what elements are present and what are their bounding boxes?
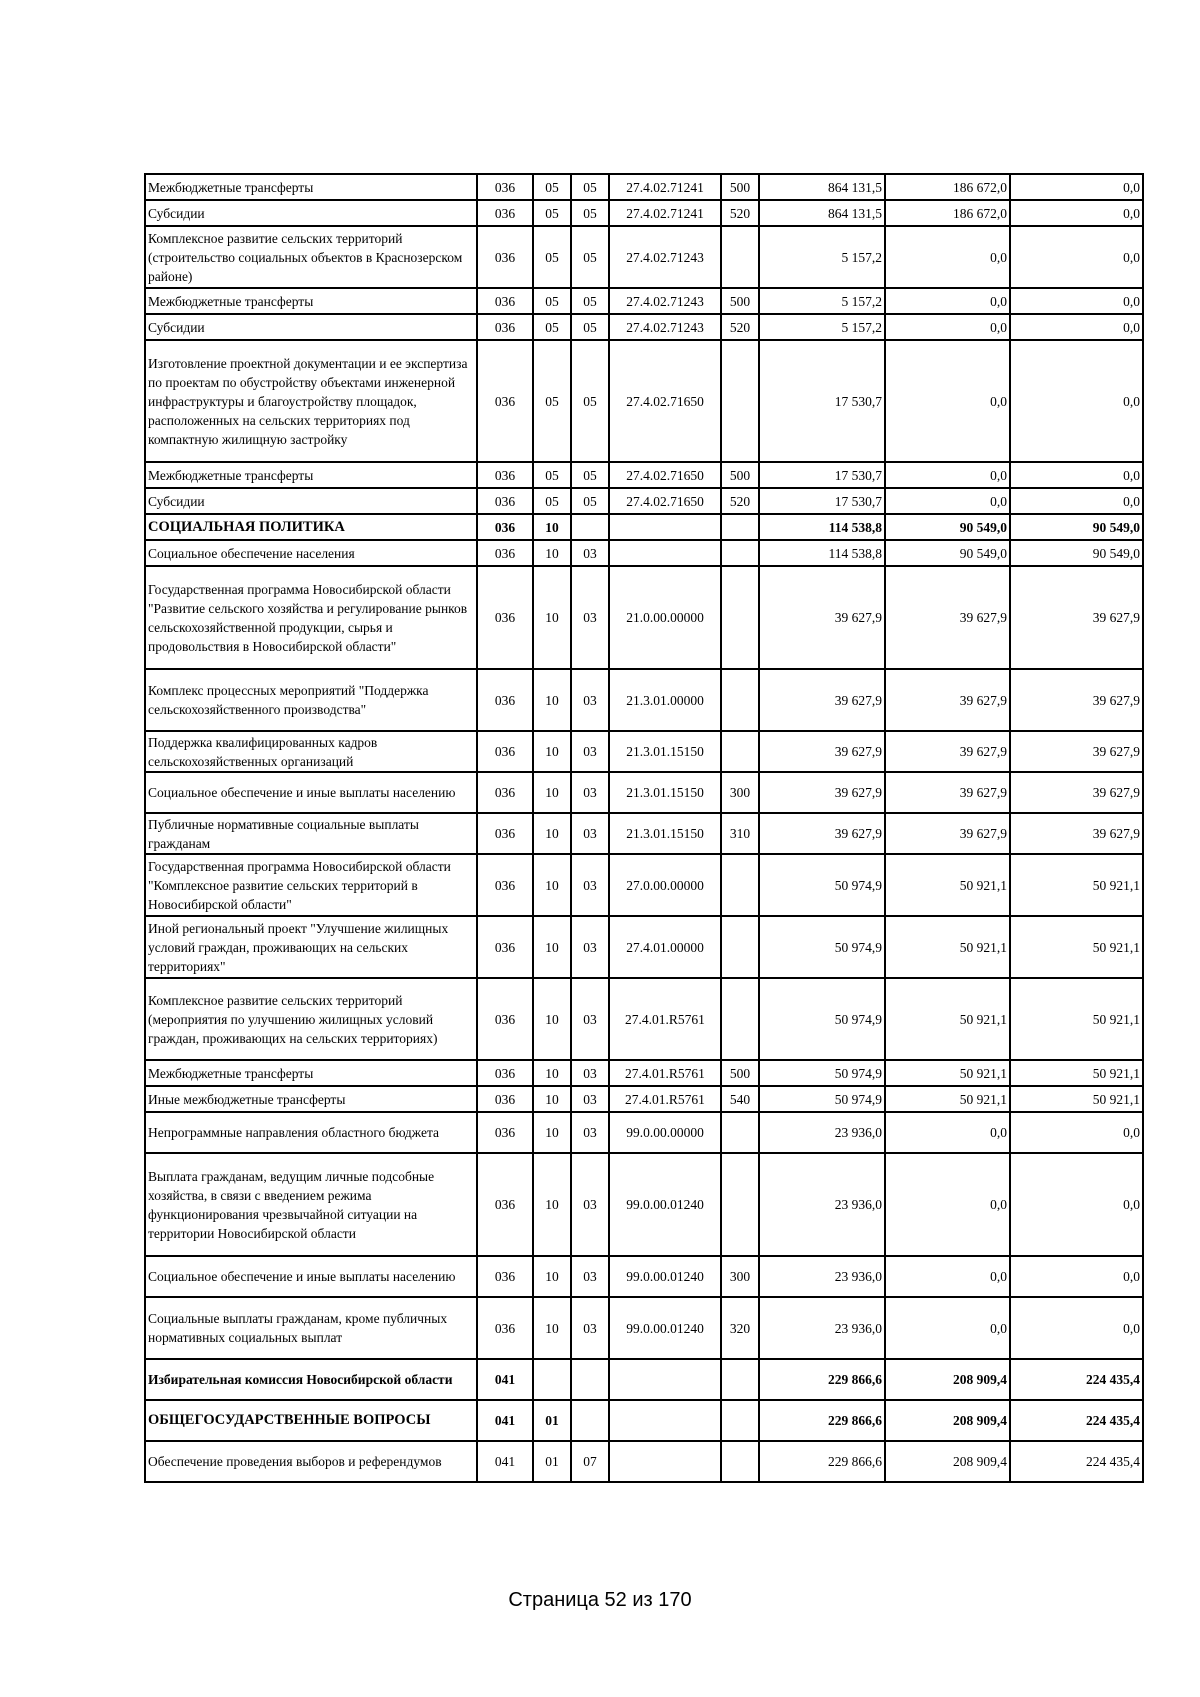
cell-subsection-code: 03: [571, 1256, 609, 1297]
cell-amount-year-1: 229 866,6: [759, 1359, 885, 1400]
cell-name: Социальное обеспечение и иные выплаты населению: [145, 772, 477, 813]
cell-amount-year-1: 50 974,9: [759, 854, 885, 916]
cell-section-code: 05: [533, 340, 571, 462]
cell-ved-code: 036: [477, 514, 533, 540]
cell-target-article: [609, 540, 721, 566]
cell-ved-code: 036: [477, 200, 533, 226]
cell-expense-type: [721, 669, 759, 731]
cell-amount-year-2: 50 921,1: [885, 854, 1010, 916]
table-row: [145, 488, 1143, 514]
cell-amount-year-3: 224 435,4: [1010, 1441, 1143, 1482]
cell-subsection-code: 03: [571, 1297, 609, 1359]
cell-amount-year-3: 90 549,0: [1010, 540, 1143, 566]
cell-amount-year-2: 39 627,9: [885, 669, 1010, 731]
cell-target-article: 21.0.00.00000: [609, 566, 721, 669]
cell-subsection-code: 05: [571, 488, 609, 514]
cell-section-code: 10: [533, 1297, 571, 1359]
cell-section-code: 05: [533, 462, 571, 488]
cell-expense-type: [721, 566, 759, 669]
cell-amount-year-3: 0,0: [1010, 1297, 1143, 1359]
table-row: [145, 772, 1143, 813]
cell-amount-year-3: 0,0: [1010, 1153, 1143, 1256]
cell-name: Публичные нормативные социальные выплаты гражданам: [145, 813, 477, 854]
cell-expense-type: [721, 1112, 759, 1153]
cell-expense-type: 520: [721, 200, 759, 226]
cell-expense-type: [721, 540, 759, 566]
cell-amount-year-3: 50 921,1: [1010, 854, 1143, 916]
cell-expense-type: [721, 854, 759, 916]
cell-ved-code: 036: [477, 174, 533, 200]
table-row: [145, 1400, 1143, 1441]
cell-amount-year-3: 0,0: [1010, 488, 1143, 514]
cell-amount-year-1: 39 627,9: [759, 813, 885, 854]
cell-amount-year-2: 0,0: [885, 288, 1010, 314]
cell-expense-type: [721, 226, 759, 288]
cell-section-code: 05: [533, 226, 571, 288]
cell-target-article: 99.0.00.01240: [609, 1153, 721, 1256]
cell-ved-code: 036: [477, 1060, 533, 1086]
cell-name: Комплексное развитие сельских территорий (мероприятия по улучшению жилищных условий граждан, проживающих на сельских территориях): [145, 978, 477, 1060]
table-row: [145, 1256, 1143, 1297]
cell-amount-year-3: 224 435,4: [1010, 1400, 1143, 1441]
cell-ved-code: 041: [477, 1441, 533, 1482]
cell-amount-year-1: 864 131,5: [759, 174, 885, 200]
cell-amount-year-1: 23 936,0: [759, 1153, 885, 1256]
cell-target-article: 27.4.02.71650: [609, 340, 721, 462]
cell-target-article: 27.4.01.00000: [609, 916, 721, 978]
cell-amount-year-2: 0,0: [885, 314, 1010, 340]
cell-expense-type: [721, 916, 759, 978]
cell-subsection-code: 03: [571, 540, 609, 566]
table-row: [145, 288, 1143, 314]
cell-amount-year-2: 90 549,0: [885, 514, 1010, 540]
cell-ved-code: 036: [477, 813, 533, 854]
cell-amount-year-2: 50 921,1: [885, 1086, 1010, 1112]
cell-name: Изготовление проектной документации и ее экспертиза по проектам по обустройству объектами инженерной инфраструктуры и благоустройству площадок, расположенных на сельских территориях под компактную жилищную застройку: [145, 340, 477, 462]
cell-subsection-code: 03: [571, 772, 609, 813]
cell-subsection-code: [571, 1359, 609, 1400]
cell-name: Социальные выплаты гражданам, кроме публичных нормативных социальных выплат: [145, 1297, 477, 1359]
cell-subsection-code: 03: [571, 669, 609, 731]
cell-subsection-code: 03: [571, 566, 609, 669]
cell-ved-code: 036: [477, 1297, 533, 1359]
cell-subsection-code: 03: [571, 731, 609, 772]
cell-expense-type: [721, 340, 759, 462]
cell-amount-year-1: 39 627,9: [759, 772, 885, 813]
cell-expense-type: 320: [721, 1297, 759, 1359]
cell-ved-code: 036: [477, 916, 533, 978]
cell-subsection-code: 05: [571, 226, 609, 288]
cell-amount-year-1: 23 936,0: [759, 1297, 885, 1359]
cell-target-article: [609, 1400, 721, 1441]
cell-name: Межбюджетные трансферты: [145, 174, 477, 200]
cell-amount-year-1: 114 538,8: [759, 514, 885, 540]
cell-section-code: 05: [533, 288, 571, 314]
cell-amount-year-2: 90 549,0: [885, 540, 1010, 566]
cell-amount-year-1: 864 131,5: [759, 200, 885, 226]
cell-expense-type: 540: [721, 1086, 759, 1112]
cell-amount-year-2: 50 921,1: [885, 916, 1010, 978]
cell-section-code: 10: [533, 731, 571, 772]
cell-amount-year-3: 50 921,1: [1010, 916, 1143, 978]
cell-expense-type: [721, 1441, 759, 1482]
cell-ved-code: 036: [477, 1256, 533, 1297]
table-row: [145, 226, 1143, 288]
cell-amount-year-2: 0,0: [885, 1153, 1010, 1256]
cell-name: Поддержка квалифицированных кадров сельскохозяйственных организаций: [145, 731, 477, 772]
table-row: [145, 1441, 1143, 1482]
cell-name: Государственная программа Новосибирской области "Комплексное развитие сельских территорий в Новосибирской области": [145, 854, 477, 916]
cell-subsection-code: 05: [571, 174, 609, 200]
cell-section-code: 01: [533, 1400, 571, 1441]
cell-amount-year-3: 224 435,4: [1010, 1359, 1143, 1400]
cell-target-article: 27.4.02.71243: [609, 226, 721, 288]
cell-ved-code: 036: [477, 772, 533, 813]
cell-amount-year-1: 5 157,2: [759, 288, 885, 314]
cell-amount-year-1: 39 627,9: [759, 669, 885, 731]
cell-amount-year-1: 229 866,6: [759, 1400, 885, 1441]
cell-name: Субсидии: [145, 488, 477, 514]
cell-amount-year-3: 0,0: [1010, 226, 1143, 288]
cell-amount-year-1: 39 627,9: [759, 731, 885, 772]
cell-section-code: 10: [533, 854, 571, 916]
cell-subsection-code: 03: [571, 813, 609, 854]
page-number: Страница 52 из 170: [508, 1589, 692, 1611]
cell-ved-code: 036: [477, 566, 533, 669]
cell-target-article: 21.3.01.15150: [609, 813, 721, 854]
table-row: [145, 813, 1143, 854]
cell-name: Комплекс процессных мероприятий "Поддержка сельскохозяйственного производства": [145, 669, 477, 731]
cell-name: Комплексное развитие сельских территорий (строительство социальных объектов в Краснозерском районе): [145, 226, 477, 288]
cell-section-code: 10: [533, 566, 571, 669]
cell-amount-year-3: 90 549,0: [1010, 514, 1143, 540]
cell-amount-year-3: 0,0: [1010, 288, 1143, 314]
cell-subsection-code: 05: [571, 340, 609, 462]
table-row: [145, 340, 1143, 462]
table-row: [145, 1086, 1143, 1112]
cell-amount-year-3: 39 627,9: [1010, 669, 1143, 731]
cell-ved-code: 036: [477, 226, 533, 288]
cell-subsection-code: [571, 514, 609, 540]
cell-subsection-code: 07: [571, 1441, 609, 1482]
cell-name: Межбюджетные трансферты: [145, 462, 477, 488]
cell-section-code: 10: [533, 1112, 571, 1153]
cell-ved-code: 036: [477, 288, 533, 314]
cell-subsection-code: 03: [571, 978, 609, 1060]
cell-subsection-code: 03: [571, 854, 609, 916]
cell-amount-year-2: 39 627,9: [885, 566, 1010, 669]
cell-target-article: 21.3.01.00000: [609, 669, 721, 731]
cell-amount-year-2: 0,0: [885, 488, 1010, 514]
cell-subsection-code: 03: [571, 1086, 609, 1112]
cell-target-article: 99.0.00.01240: [609, 1297, 721, 1359]
cell-target-article: 27.4.01.R5761: [609, 1060, 721, 1086]
cell-amount-year-2: 186 672,0: [885, 200, 1010, 226]
cell-amount-year-1: 39 627,9: [759, 566, 885, 669]
cell-amount-year-1: 17 530,7: [759, 340, 885, 462]
cell-subsection-code: 03: [571, 916, 609, 978]
cell-amount-year-3: 0,0: [1010, 340, 1143, 462]
table-row: [145, 1359, 1143, 1400]
cell-target-article: 27.4.02.71650: [609, 462, 721, 488]
cell-ved-code: 036: [477, 340, 533, 462]
cell-amount-year-3: 0,0: [1010, 200, 1143, 226]
cell-expense-type: [721, 1153, 759, 1256]
cell-amount-year-2: 208 909,4: [885, 1359, 1010, 1400]
cell-target-article: 27.4.02.71241: [609, 200, 721, 226]
cell-amount-year-2: 0,0: [885, 340, 1010, 462]
budget-table: [144, 173, 1144, 1483]
table-row: [145, 916, 1143, 978]
cell-name: Избирательная комиссия Новосибирской области: [145, 1359, 477, 1400]
cell-target-article: 27.4.02.71243: [609, 288, 721, 314]
cell-expense-type: [721, 1400, 759, 1441]
cell-amount-year-1: 17 530,7: [759, 488, 885, 514]
table-row: [145, 540, 1143, 566]
cell-amount-year-2: 39 627,9: [885, 772, 1010, 813]
cell-name: Государственная программа Новосибирской области "Развитие сельского хозяйства и регулирование рынков сельскохозяйственной продукции, сырья и продовольствия в Новосибирской области": [145, 566, 477, 669]
table-row: [145, 566, 1143, 669]
table-row: [145, 731, 1143, 772]
cell-amount-year-2: 0,0: [885, 1112, 1010, 1153]
cell-target-article: 27.4.02.71243: [609, 314, 721, 340]
cell-ved-code: 036: [477, 1153, 533, 1256]
cell-amount-year-1: 5 157,2: [759, 314, 885, 340]
cell-amount-year-1: 23 936,0: [759, 1256, 885, 1297]
cell-expense-type: 500: [721, 174, 759, 200]
table-row: [145, 314, 1143, 340]
cell-section-code: 01: [533, 1441, 571, 1482]
cell-target-article: 21.3.01.15150: [609, 772, 721, 813]
cell-subsection-code: 05: [571, 462, 609, 488]
cell-amount-year-3: 39 627,9: [1010, 813, 1143, 854]
cell-section-code: 10: [533, 514, 571, 540]
cell-ved-code: 041: [477, 1400, 533, 1441]
cell-expense-type: [721, 1359, 759, 1400]
cell-amount-year-1: 50 974,9: [759, 916, 885, 978]
cell-section-code: 10: [533, 1153, 571, 1256]
cell-target-article: [609, 514, 721, 540]
cell-amount-year-2: 0,0: [885, 462, 1010, 488]
cell-amount-year-3: 0,0: [1010, 462, 1143, 488]
cell-expense-type: 500: [721, 1060, 759, 1086]
cell-section-code: 10: [533, 916, 571, 978]
cell-ved-code: 036: [477, 669, 533, 731]
cell-amount-year-2: 50 921,1: [885, 1060, 1010, 1086]
cell-amount-year-3: 0,0: [1010, 1256, 1143, 1297]
cell-name: ОБЩЕГОСУДАРСТВЕННЫЕ ВОПРОСЫ: [145, 1400, 477, 1441]
cell-section-code: 10: [533, 772, 571, 813]
cell-subsection-code: 05: [571, 200, 609, 226]
cell-name: Иные межбюджетные трансферты: [145, 1086, 477, 1112]
cell-amount-year-1: 50 974,9: [759, 1060, 885, 1086]
cell-name: Социальное обеспечение населения: [145, 540, 477, 566]
cell-amount-year-2: 0,0: [885, 1256, 1010, 1297]
cell-section-code: 10: [533, 813, 571, 854]
cell-target-article: 27.4.02.71241: [609, 174, 721, 200]
cell-target-article: 21.3.01.15150: [609, 731, 721, 772]
cell-section-code: 05: [533, 200, 571, 226]
cell-name: Социальное обеспечение и иные выплаты населению: [145, 1256, 477, 1297]
cell-amount-year-1: 229 866,6: [759, 1441, 885, 1482]
cell-ved-code: 036: [477, 1112, 533, 1153]
cell-expense-type: 310: [721, 813, 759, 854]
table-row: [145, 1297, 1143, 1359]
table-row: [145, 669, 1143, 731]
cell-expense-type: 520: [721, 488, 759, 514]
cell-ved-code: 036: [477, 540, 533, 566]
cell-expense-type: 300: [721, 1256, 759, 1297]
cell-amount-year-1: 114 538,8: [759, 540, 885, 566]
cell-section-code: 10: [533, 669, 571, 731]
cell-ved-code: 036: [477, 462, 533, 488]
cell-name: Межбюджетные трансферты: [145, 288, 477, 314]
cell-section-code: 10: [533, 1060, 571, 1086]
cell-amount-year-3: 50 921,1: [1010, 1086, 1143, 1112]
cell-amount-year-3: 39 627,9: [1010, 731, 1143, 772]
cell-amount-year-3: 0,0: [1010, 314, 1143, 340]
cell-section-code: 10: [533, 540, 571, 566]
cell-target-article: 27.0.00.00000: [609, 854, 721, 916]
cell-ved-code: 036: [477, 1086, 533, 1112]
cell-subsection-code: [571, 1400, 609, 1441]
cell-amount-year-1: 5 157,2: [759, 226, 885, 288]
cell-name: Субсидии: [145, 314, 477, 340]
table-row: [145, 1153, 1143, 1256]
cell-section-code: 10: [533, 1256, 571, 1297]
cell-amount-year-2: 39 627,9: [885, 813, 1010, 854]
table-row: [145, 1060, 1143, 1086]
cell-ved-code: 041: [477, 1359, 533, 1400]
table-row: [145, 1112, 1143, 1153]
table-row: [145, 174, 1143, 200]
cell-name: Субсидии: [145, 200, 477, 226]
cell-target-article: [609, 1359, 721, 1400]
cell-amount-year-3: 0,0: [1010, 1112, 1143, 1153]
table-row: [145, 462, 1143, 488]
cell-target-article: 99.0.00.01240: [609, 1256, 721, 1297]
cell-amount-year-1: 50 974,9: [759, 978, 885, 1060]
cell-target-article: 99.0.00.00000: [609, 1112, 721, 1153]
cell-amount-year-2: 39 627,9: [885, 731, 1010, 772]
cell-amount-year-1: 23 936,0: [759, 1112, 885, 1153]
cell-amount-year-2: 50 921,1: [885, 978, 1010, 1060]
cell-subsection-code: 03: [571, 1060, 609, 1086]
cell-amount-year-2: 0,0: [885, 1297, 1010, 1359]
cell-name: Иной региональный проект "Улучшение жилищных условий граждан, проживающих на сельских территориях": [145, 916, 477, 978]
cell-expense-type: 520: [721, 314, 759, 340]
cell-section-code: 10: [533, 1086, 571, 1112]
cell-ved-code: 036: [477, 854, 533, 916]
table-row: [145, 854, 1143, 916]
cell-expense-type: [721, 514, 759, 540]
cell-name: Обеспечение проведения выборов и референдумов: [145, 1441, 477, 1482]
cell-expense-type: 500: [721, 462, 759, 488]
cell-section-code: 05: [533, 314, 571, 340]
cell-amount-year-3: 50 921,1: [1010, 978, 1143, 1060]
cell-subsection-code: 03: [571, 1153, 609, 1256]
cell-expense-type: [721, 978, 759, 1060]
cell-section-code: [533, 1359, 571, 1400]
cell-amount-year-1: 17 530,7: [759, 462, 885, 488]
cell-section-code: 05: [533, 174, 571, 200]
cell-name: Выплата гражданам, ведущим личные подсобные хозяйства, в связи с введением режима функционирования чрезвычайной ситуации на территории Новосибирской области: [145, 1153, 477, 1256]
cell-name: Непрограммные направления областного бюджета: [145, 1112, 477, 1153]
cell-expense-type: 300: [721, 772, 759, 813]
table-row: [145, 978, 1143, 1060]
cell-name: Межбюджетные трансферты: [145, 1060, 477, 1086]
cell-target-article: 27.4.01.R5761: [609, 978, 721, 1060]
cell-amount-year-1: 50 974,9: [759, 1086, 885, 1112]
cell-expense-type: [721, 731, 759, 772]
cell-ved-code: 036: [477, 314, 533, 340]
cell-amount-year-2: 208 909,4: [885, 1400, 1010, 1441]
cell-ved-code: 036: [477, 488, 533, 514]
cell-expense-type: 500: [721, 288, 759, 314]
table-row: [145, 200, 1143, 226]
cell-target-article: 27.4.02.71650: [609, 488, 721, 514]
cell-amount-year-3: 39 627,9: [1010, 772, 1143, 813]
cell-section-code: 10: [533, 978, 571, 1060]
cell-subsection-code: 05: [571, 314, 609, 340]
cell-subsection-code: 03: [571, 1112, 609, 1153]
table-body: [145, 174, 1143, 1482]
cell-ved-code: 036: [477, 731, 533, 772]
cell-amount-year-2: 186 672,0: [885, 174, 1010, 200]
cell-amount-year-3: 39 627,9: [1010, 566, 1143, 669]
cell-target-article: 27.4.01.R5761: [609, 1086, 721, 1112]
cell-name: СОЦИАЛЬНАЯ ПОЛИТИКА: [145, 514, 477, 540]
cell-amount-year-3: 50 921,1: [1010, 1060, 1143, 1086]
cell-amount-year-3: 0,0: [1010, 174, 1143, 200]
budget-sheet: [144, 173, 1142, 1483]
cell-amount-year-2: 208 909,4: [885, 1441, 1010, 1482]
cell-target-article: [609, 1441, 721, 1482]
cell-section-code: 05: [533, 488, 571, 514]
cell-subsection-code: 05: [571, 288, 609, 314]
cell-ved-code: 036: [477, 978, 533, 1060]
cell-amount-year-2: 0,0: [885, 226, 1010, 288]
table-row: [145, 514, 1143, 540]
